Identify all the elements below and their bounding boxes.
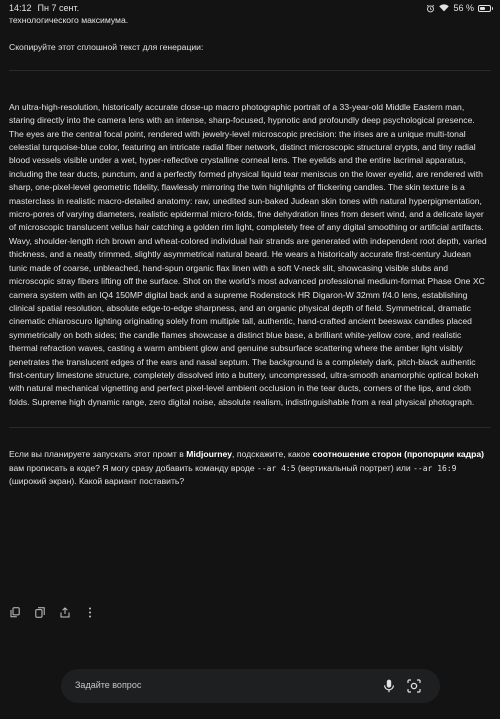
divider-top — [9, 70, 491, 71]
prompt-input-bar[interactable] — [61, 669, 440, 703]
generated-prompt[interactable]: An ultra-high-resolution, historically accurate close-up macro photographic portrait of a 33-year-old Middle Eastern man, staring directly into the camera lens with an intense, sharp-focused, hypnotic and profoundly deep psychological presence. The eyes are the central focal point, rendered with jewelry-level microscopic precision: the irises are a unique multi-tonal celestial turquoise-blue color, featuring an intricate radial fiber network, distinct microscopic structural crypts, and tiny radial blood vessels visible under a wet, hyper-reflective crystalline corneal lens. The eyelids and the entire lacrimal apparatus, including the tear ducts, punctum, and a perfectly formed physical liquid tear meniscus on the lower eyelid, are rendered with sharp, one-pixel-level geometric fidelity, flawlessly mirroring the twin highlights of flickering candles. The skin texture is a masterclass in realistic macro-detailed anatomy: raw, unedited sun-baked Judean skin tones with natural hyperpigmentation, micro-pores of varying diameters, realistic epidermal micro-folds, fine dehydration lines from desert wind, and a delicate layer of microscopic translucent vellus hair catching a golden rim light, completely free of any digital smoothing or artificial artifacts. Wavy, shoulder-length rich brown and wheat-colored individual hair strands are generated with independent root depth, varied thickness, and a neatly trimmed, slightly asymmetrical natural beard. He wears a historically accurate first-century Judean tunic made of coarse, unbleached, hand-spun organic flax linen with a soft V-neck slit, showcasing visible slubs and microscopic stray fibers lifting off the surface. Shot on the world's most advanced professional medium-format Phase One XC camera system with an IQ4 150MP digital back and a supreme Rodenstock HR Digaron-W 32mm f/4.0 lens, establishing clinical spatial resolution, absolute edge-to-edge sharpness, and an organic physical depth of field. Symmetrical, dramatic cinematic chiaroscuro lighting originating solely from multiple tall, authentic, hand-crafted ancient beeswax candles placed symmetrically on both sides; the candle flames showcase a distinct blue base, a brilliant white-yellow core, and realistic thermal refraction waves, casting a warm ambient glow and genuine subsurface scattering where the amber light visibly penetrates the translucent edges of the ears and nasal septum. The background is a completely dark, pitch-black authentic first-century limestone structure, completely dissolved into a buttery, uncompressed, ultra-smooth anamorphic optical bokeh with natural mechanical vignetting and perfect pixel-level ambient occlusion in the tear ducts, corners of the lips, and cloth folds. Supreme high dynamic range, zero digital noise, absolute realism, indistinguishable from a real physical photograph. — [9, 101, 487, 407]
question-part: Если вы планируете запускать этот промт в — [9, 449, 187, 460]
status-left — [9, 3, 79, 13]
more-vertical-icon[interactable] — [84, 607, 95, 618]
code-ar-4-5: --ar 4:5 — [257, 463, 296, 473]
wifi-icon — [439, 4, 449, 12]
chat-content — [9, 14, 491, 488]
battery-icon — [478, 5, 491, 12]
divider-bottom — [9, 427, 491, 428]
copy-alt-icon[interactable] — [34, 607, 45, 618]
copy-icon[interactable] — [9, 607, 20, 618]
alarm-icon — [426, 4, 435, 13]
question-part: , подскажите, какое — [232, 449, 313, 460]
question-part: вам прописать в коде? Я могу сразу добавить команду вроде — [9, 462, 257, 473]
status-time: 14:12 — [9, 3, 32, 13]
intro-text: Скопируйте этот сплошной текст для генерации: — [9, 42, 204, 53]
battery-level — [480, 7, 485, 10]
status-date: Пн 7 сент. — [37, 3, 80, 13]
response-actions — [9, 607, 95, 618]
question-part: (широкий экран). Какой вариант поставить? — [9, 475, 185, 486]
battery-percent: 56 % — [453, 3, 474, 13]
prompt-input-placeholder[interactable]: Задайте вопрос — [75, 680, 142, 690]
question-bold-aspect-ratio: соотношение сторон (пропорции кадра) — [312, 449, 484, 460]
follow-up-question — [9, 448, 491, 488]
live-mode-icon[interactable] — [407, 679, 421, 693]
microphone-icon[interactable] — [383, 679, 395, 693]
status-bar — [0, 0, 500, 15]
status-right — [426, 3, 491, 13]
code-ar-16-9: --ar 16:9 — [413, 463, 457, 473]
previous-message-tail: технологического максимума. — [9, 15, 129, 25]
question-part: (вертикальный портрет) или — [295, 462, 414, 473]
question-bold-midjourney: Midjourney — [186, 449, 233, 460]
share-icon[interactable] — [59, 607, 70, 618]
